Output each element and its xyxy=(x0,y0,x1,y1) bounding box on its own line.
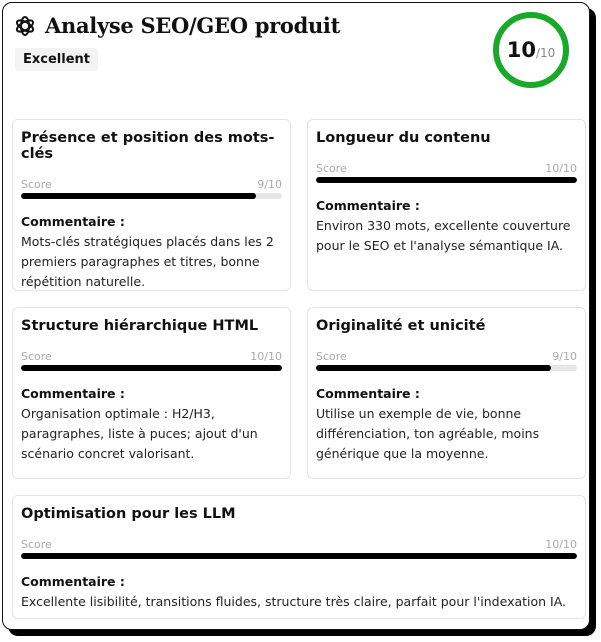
score-value: 9/10 xyxy=(552,350,577,363)
score-value: 10/10 xyxy=(545,162,577,175)
comment-text: Utilise un exemple de vie, bonne différenciation, ton agréable, moins générique que la moyenne. xyxy=(316,406,540,461)
score-bar-fill xyxy=(21,365,282,371)
score-line xyxy=(21,179,282,191)
comment-text: Organisation optimale : H2/H3, paragraphes, liste à puces; ajout d'un scénario concret valorisant. xyxy=(21,406,258,461)
score-label: Score xyxy=(21,350,52,363)
score-bar xyxy=(316,177,577,183)
overall-score-value: 10 xyxy=(506,38,536,62)
score-line xyxy=(316,351,577,363)
openai-logo-icon xyxy=(13,14,37,38)
score-label: Score xyxy=(316,350,347,363)
criterion-title: Structure hiérarchique HTML xyxy=(21,318,259,334)
score-bar xyxy=(316,365,577,371)
criterion-card xyxy=(307,119,586,291)
score-bar-fill xyxy=(21,193,256,199)
comment-text: Mots-clés stratégiques placés dans les 2 premiers paragraphes et titres, bonne répétition naturelle. xyxy=(21,234,274,289)
overall-score-max: /10 xyxy=(535,46,556,60)
score-line xyxy=(21,539,577,551)
criterion-title: Originalité et unicité xyxy=(316,318,486,334)
score-bar xyxy=(21,193,282,199)
score-value: 10/10 xyxy=(545,538,577,551)
score-bar-fill xyxy=(316,365,551,371)
comment-label: Commentaire : xyxy=(21,574,125,589)
seo-analysis-panel xyxy=(2,2,590,630)
comment-label: Commentaire : xyxy=(21,386,125,401)
criterion-card xyxy=(307,307,586,479)
score-bar-fill xyxy=(316,177,577,183)
score-label: Score xyxy=(21,538,52,551)
score-label: Score xyxy=(21,178,52,191)
score-line xyxy=(21,351,282,363)
score-bar xyxy=(21,365,282,371)
comment-text: Excellente lisibilité, transitions fluides, structure très claire, parfait pour l'indexation IA. xyxy=(21,594,567,609)
criterion-card xyxy=(12,119,291,291)
page-title: Analyse SEO/GEO produit xyxy=(45,13,341,38)
score-value: 10/10 xyxy=(250,350,282,363)
overall-score-ring xyxy=(493,12,569,88)
score-value: 9/10 xyxy=(257,178,282,191)
score-line xyxy=(316,163,577,175)
score-bar-fill xyxy=(21,553,577,559)
criterion-title: Longueur du contenu xyxy=(316,130,491,146)
criterion-card xyxy=(12,307,291,479)
criterion-title: Optimisation pour les LLM xyxy=(21,506,236,522)
criterion-card xyxy=(12,495,586,619)
comment-label: Commentaire : xyxy=(316,386,420,401)
panel-header xyxy=(13,13,579,113)
rating-badge: Excellent xyxy=(15,48,98,71)
title-row xyxy=(13,13,579,38)
comment-label: Commentaire : xyxy=(316,198,420,213)
criterion-title: Présence et position des mots-clés xyxy=(21,130,275,162)
comment-label: Commentaire : xyxy=(21,214,125,229)
score-bar xyxy=(21,553,577,559)
comment-text: Environ 330 mots, excellente couverture pour le SEO et l'analyse sémantique IA. xyxy=(316,218,571,253)
score-label: Score xyxy=(316,162,347,175)
